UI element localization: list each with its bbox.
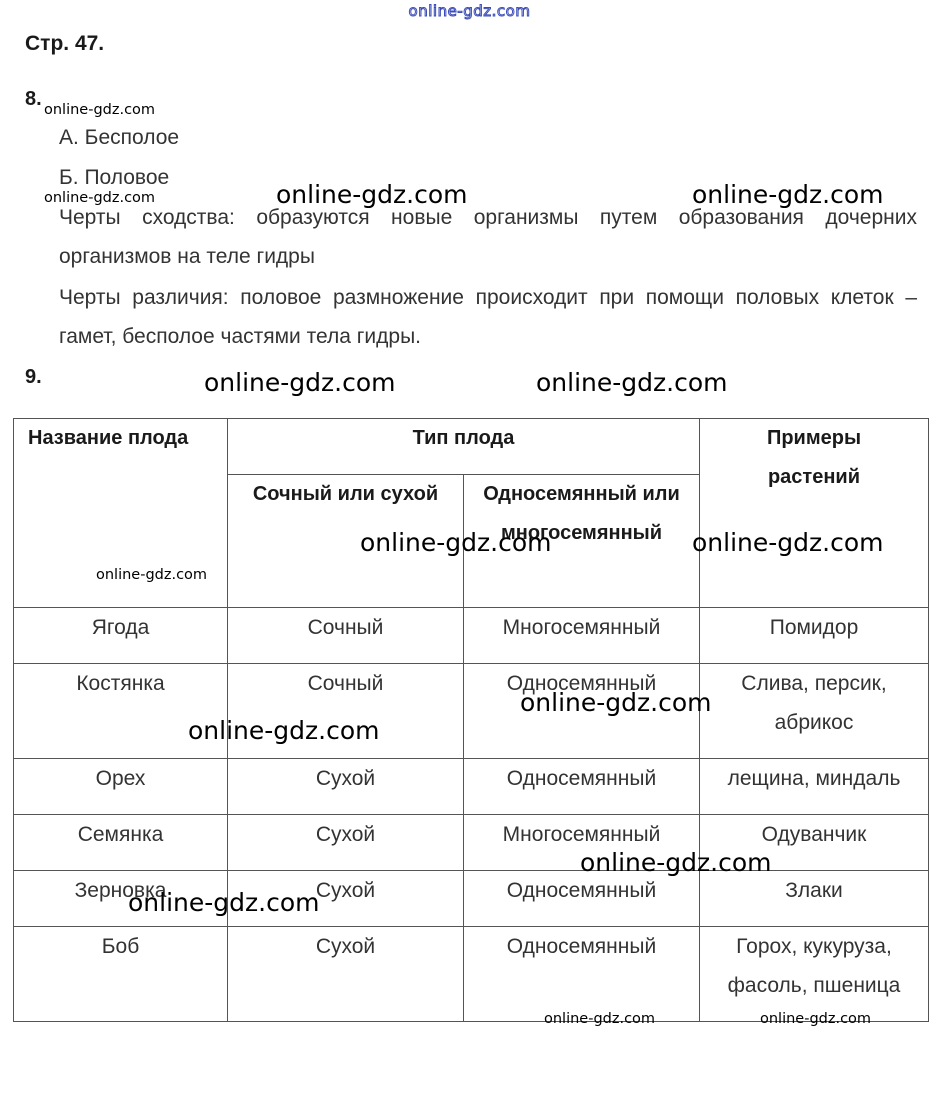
- task-8-difference: Черты различия: половое размножение происходит при помощи половых клеток – гамет, бесполое частями тела гидры.: [59, 286, 917, 348]
- watermark: online-gdz.com: [44, 102, 156, 118]
- header-fruit-type: Тип плода: [228, 419, 700, 475]
- cell-fruit-name: Орех: [14, 759, 228, 815]
- watermark: online-gdz.com: [276, 180, 468, 209]
- cell-seeds: Односемянный: [464, 871, 700, 927]
- cell-texture: Сухой: [228, 927, 464, 1022]
- cell-seeds: Односемянный: [464, 664, 700, 759]
- cell-examples: Одуванчик: [700, 815, 929, 871]
- task-8-number: 8.: [25, 88, 42, 110]
- watermark: online-gdz.com: [360, 528, 552, 557]
- watermark: online-gdz.com: [44, 190, 156, 206]
- cell-examples: Злаки: [700, 871, 929, 927]
- cell-texture: Сочный: [228, 664, 464, 759]
- table-row: [14, 815, 929, 871]
- cell-examples: Горох, кукуруза, фасоль, пшеница: [700, 927, 929, 1022]
- watermark: online-gdz.com: [580, 848, 772, 877]
- cell-fruit-name: Семянка: [14, 815, 228, 871]
- watermark: online-gdz.com: [204, 368, 396, 397]
- header-juicy-or-dry: Сочный или сухой: [228, 475, 464, 608]
- cell-examples: Слива, персик, абрикос: [700, 664, 929, 759]
- header-fruit-name: Название плода: [14, 419, 228, 608]
- cell-fruit-name: Боб: [14, 927, 228, 1022]
- task-9-number: 9.: [25, 366, 42, 388]
- cell-seeds: Многосемянный: [464, 815, 700, 871]
- cell-seeds: Односемянный: [464, 927, 700, 1022]
- task-8-similarity: Черты сходства: образуются новые организмы путем образования дочерних организмов на теле гидры: [59, 206, 917, 268]
- cell-texture: Сухой: [228, 871, 464, 927]
- cell-fruit-name: Зерновка: [14, 871, 228, 927]
- table-row: [14, 664, 929, 759]
- header-seed-count: Односемянный или многосемянный: [464, 475, 700, 608]
- cell-texture: Сочный: [228, 608, 464, 664]
- page-title: Стр. 47.: [25, 32, 105, 55]
- watermark: online-gdz.com: [520, 688, 712, 717]
- table-row: [14, 927, 929, 1022]
- cell-fruit-name: Костянка: [14, 664, 228, 759]
- watermark: online-gdz.com: [536, 368, 728, 397]
- watermark: online-gdz.com: [692, 528, 884, 557]
- watermark: online-gdz.com: [128, 888, 320, 917]
- table-row: [14, 608, 929, 664]
- table-row: [14, 759, 929, 815]
- header-examples: Примеры растений: [700, 419, 929, 608]
- task-8-answer-a: А. Бесполое: [59, 126, 180, 149]
- cell-examples: Помидор: [700, 608, 929, 664]
- cell-seeds: Односемянный: [464, 759, 700, 815]
- watermark: online-gdz.com: [188, 716, 380, 745]
- cell-fruit-name: Ягода: [14, 608, 228, 664]
- cell-texture: Сухой: [228, 759, 464, 815]
- cell-seeds: Многосемянный: [464, 608, 700, 664]
- fruit-types-table: [13, 418, 929, 1022]
- top-watermark: online-gdz.com: [408, 2, 531, 20]
- watermark: online-gdz.com: [760, 1011, 872, 1027]
- cell-texture: Сухой: [228, 815, 464, 871]
- task-8-answer-b: Б. Половое: [59, 166, 170, 189]
- cell-examples: лещина, миндаль: [700, 759, 929, 815]
- watermark: online-gdz.com: [692, 180, 884, 209]
- watermark: online-gdz.com: [544, 1011, 656, 1027]
- watermark: online-gdz.com: [96, 567, 208, 583]
